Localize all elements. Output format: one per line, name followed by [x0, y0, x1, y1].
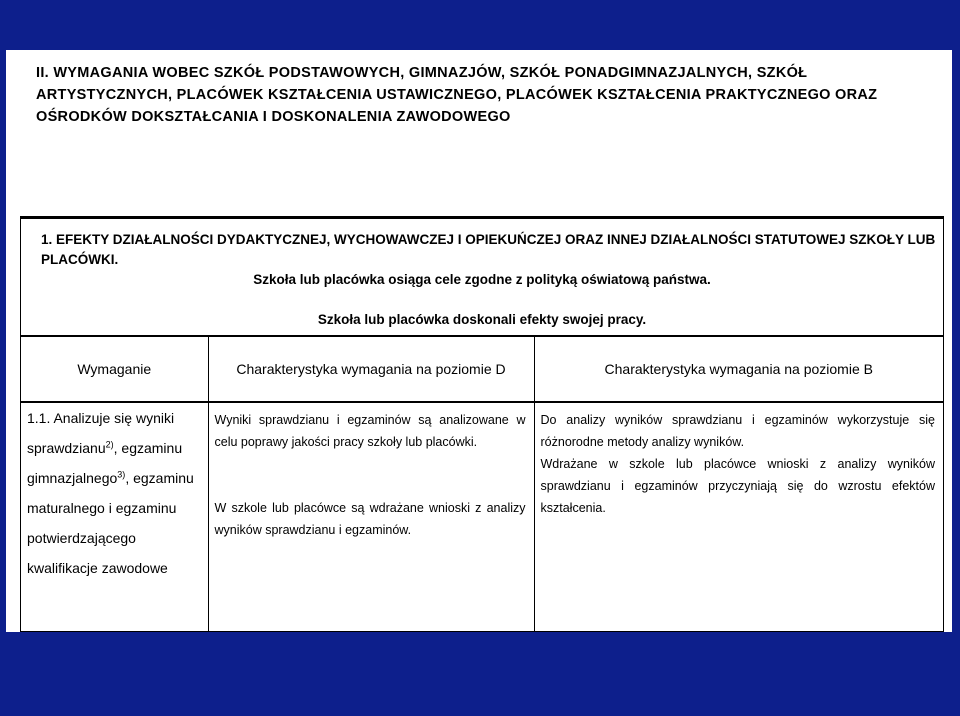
section-title: 1. EFEKTY DZIAŁALNOŚCI DYDAKTYCZNEJ, WYCHOWAWCZEJ I OPIEKUŃCZEJ ORAZ INNEJ DZIAŁALNOŚCI STATUTOWEJ SZKOŁY LUB PLACÓWKI. — [41, 232, 936, 267]
header-level-d: Charakterystyka wymagania na poziomie D — [208, 337, 534, 402]
header-requirement: Wymaganie — [21, 337, 208, 402]
section-improve-line: Szkoła lub placówka doskonali efekty swojej pracy. — [317, 312, 647, 327]
requirements-section — [20, 216, 944, 632]
requirement-text-1: 1.1. Analizuje się wyniki sprawdzianu — [27, 410, 175, 456]
requirement-text-3: , egzaminu maturalnego i egzaminu potwierdzającego kwalifikacje zawodowe — [27, 470, 194, 576]
left-blue-edge — [0, 50, 6, 632]
requirements-table — [21, 337, 943, 639]
section-goal-line: Szkoła lub placówka osiąga cele zgodne z polityką oświatową państwa. — [253, 272, 711, 287]
bottom-blue-band — [0, 632, 960, 716]
slide-heading: II. WYMAGANIA WOBEC SZKÓŁ PODSTAWOWYCH, GIMNAZJÓW, SZKÓŁ PONADGIMNAZJALNYCH, SZKÓŁ ARTYSTYCZNYCH, PLACÓWEK KSZTAŁCENIA USTAWICZNEGO, PLACÓWEK KSZTAŁCENIA PRAKTYCZNEGO ORAZ OŚRODKÓW DOKSZTAŁCANIA I DOSKONALENIA ZAWODOWEGO — [36, 65, 878, 125]
header-level-b: Charakterystyka wymagania na poziomie B — [534, 337, 943, 402]
table-header-row — [21, 337, 943, 402]
footnote-2: 2) — [105, 439, 114, 450]
requirement-cell — [21, 402, 208, 639]
top-blue-band — [0, 0, 960, 50]
level-d-paragraph-2: W szkole lub placówce są wdrażane wnioski z analizy wyników sprawdzianu i egzaminów. — [214, 501, 526, 537]
requirement-text-2: , egzaminu gimnazjalnego — [27, 440, 183, 486]
right-blue-edge — [952, 50, 960, 632]
level-b-paragraph-1: Do analizy wyników sprawdzianu i egzaminów wykorzystuje się różnorodne metody analizy wyników. — [540, 413, 935, 449]
level-d-cell — [208, 402, 534, 639]
footnote-3: 3) — [117, 469, 126, 480]
table-row — [21, 402, 943, 639]
level-b-paragraph-2: Wdrażane w szkole lub placówce wnioski z analizy wyników sprawdzianu i egzaminów przyczyniają się do wzrostu efektów kształcenia. — [540, 457, 935, 515]
section-header — [21, 219, 943, 337]
level-d-paragraph-1: Wyniki sprawdzianu i egzaminów są analizowane w celu poprawy jakości pracy szkoły lub placówki. — [214, 413, 526, 449]
level-b-cell — [534, 402, 943, 639]
